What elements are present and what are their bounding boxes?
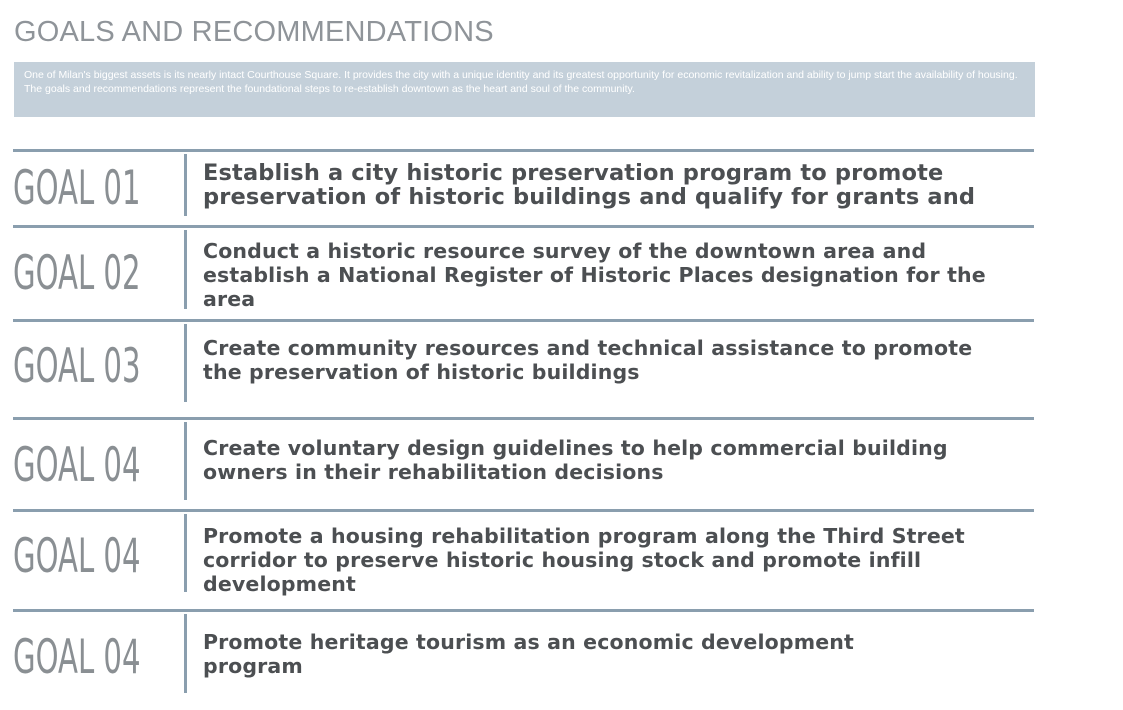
goal-text-line: Conduct a historic resource survey of the downtown area and [203, 239, 927, 263]
goal-text-line: development [203, 572, 356, 596]
goal-text [203, 630, 854, 678]
goal-text [203, 239, 986, 311]
goal-divider [184, 514, 187, 592]
goal-number: GOAL 04 [13, 630, 141, 685]
goal-text-line: Create voluntary design guidelines to help commercial building [203, 436, 948, 460]
goal-row [13, 417, 1034, 510]
goal-text-line: Establish a city historic preservation program to promote [203, 160, 944, 186]
goal-row [13, 319, 1034, 417]
goal-text-line: preservation of historic buildings and qualify for grants and [203, 184, 976, 210]
goal-divider [184, 154, 187, 216]
goal-number: GOAL 04 [13, 529, 141, 584]
goal-text-line: program [203, 654, 303, 678]
goal-text [203, 436, 948, 484]
page-title: GOALS AND RECOMMENDATIONS [14, 16, 494, 48]
goal-text-line: establish a National Register of Historic Places designation for the [203, 263, 986, 287]
goal-divider [184, 614, 187, 693]
goal-text-line: area [203, 287, 256, 311]
goal-number: GOAL 01 [13, 161, 141, 216]
goal-text-line: the preservation of historic buildings [203, 360, 640, 384]
goal-number: GOAL 04 [13, 438, 141, 493]
intro-box [14, 62, 1035, 117]
goal-text-line: corridor to preserve historic housing stock and promote infill [203, 548, 922, 572]
goal-row [13, 609, 1034, 702]
goal-row [13, 149, 1034, 222]
goal-text [203, 161, 975, 209]
goal-text-line: Promote heritage tourism as an economic development [203, 630, 854, 654]
goal-divider [184, 324, 187, 402]
goal-text-line: Promote a housing rehabilitation program along the Third Street [203, 524, 965, 548]
goal-divider [184, 422, 187, 500]
goal-text [203, 336, 972, 384]
goal-divider [184, 230, 187, 309]
goal-row [13, 509, 1034, 607]
intro-text: One of Milan's biggest assets is its nearly intact Courthouse Square. It provides the city with a unique identity and its greatest opportunity for economic revitalization and ability to jump start the availability of housing. The goals and recommendations represent the foundational steps to re-establish downtown as the heart and soul of the community. [24, 69, 1018, 95]
goal-number: GOAL 02 [13, 246, 141, 301]
goal-number: GOAL 03 [13, 339, 141, 394]
goal-text [203, 524, 965, 596]
goal-text-line: Create community resources and technical assistance to promote [203, 336, 973, 360]
goal-text-line: owners in their rehabilitation decisions [203, 460, 664, 484]
goal-row [13, 225, 1034, 318]
